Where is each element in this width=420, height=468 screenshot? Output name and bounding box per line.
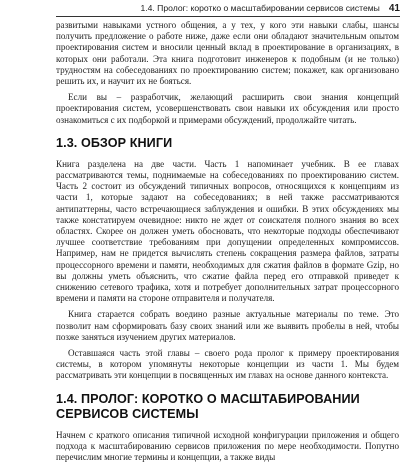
- running-header-title: 1.4. Пролог: коротко о масштабировании сервисов системы: [140, 3, 380, 13]
- section-heading-book-overview: 1.3. ОБЗОР КНИГИ: [56, 135, 173, 150]
- paragraph-reader-invitation: Если вы – разработчик, желающий расширить свои знания концепций проектирования систем, усовершенствовать свои навыки их обсуждения или просто ознакомиться с их подборкой и примерами обсуждений, продолжайте читать.: [56, 92, 399, 125]
- paragraph-book-parts: Книга разделена на две части. Часть 1 напоминает учебник. В ее главах рассматриваются темы, поднимаемые на собеседованиях по проектированию систем. Часть 2 состоит из обсуждений типичных вопросов, относящихся к концепциям из части 1, которые задают на собеседованиях; в ней также рассматриваются антипаттерны, часто встречающиеся заблуждения и ошибки. В этих обсуждениях мы также констатируем очевидное: никто не ждет от соискателя полного знания во всех областях. Скорее он должен уметь обосновать, что некоторые подходы обеспечивают лучшее соответствие требованиям при допущении определенных компромиссов. Например, нам не придется вычислять степень сокращения размера файлов, затраты процессорного времени и памяти, необходимых для сжатия файлов в формате Gzip, но вы должны уметь объяснить, что сжатие файла перед его отправкой приведет к снижению сетевого трафика, хотя и потребует дополнительных затрат процессорного времени и памяти на стороне отправителя и получателя.: [56, 158, 399, 304]
- paragraph-chapter-remainder: Оставшаяся часть этой главы – своего рода пролог к примеру проектирования системы, в котором упомянуты некоторые концепции из части 1. Мы будем рассматривать эти концепции в посвященных им главах на основе данного контекста.: [56, 348, 399, 381]
- page-number: 41: [388, 3, 400, 14]
- paragraph-prologue-intro: Начнем с краткого описания типичной исходной конфигурации приложения и общего подхода к масштабированию сервисов приложения по мере необходимости. Попутно перечислим многие термины и концепции, а также виды: [56, 429, 399, 463]
- paragraph-book-purpose: Книга старается собрать воедино разные актуальные материалы по теме. Это позволит нам сформировать базу своих знаний или же выявить пробелы в ней, чтобы позже заняться изучением других материалов.: [56, 309, 399, 342]
- section-heading-prologue: 1.4. ПРОЛОГ: КОРОТКО О МАСШТАБИРОВАНИИ СЕРВИСОВ СИСТЕМЫ: [56, 391, 360, 421]
- page-body: [56, 20, 399, 468]
- paragraph-interview-skills: развитыми навыками устного общения, а у тех, у кого эти навыки слабы, шансы получить предложение о работе ниже, даже если они обладают значительным опытом проектирования систем и вносили ценный вклад в проектирование в организациях, в которых они работали. Эта книга подготовит инженеров к подобным (и не только) трудностям на собеседованиях по проектированию систем; покажет, как организовано решить их, и научит их не бояться.: [56, 20, 399, 87]
- running-header: [56, 0, 400, 17]
